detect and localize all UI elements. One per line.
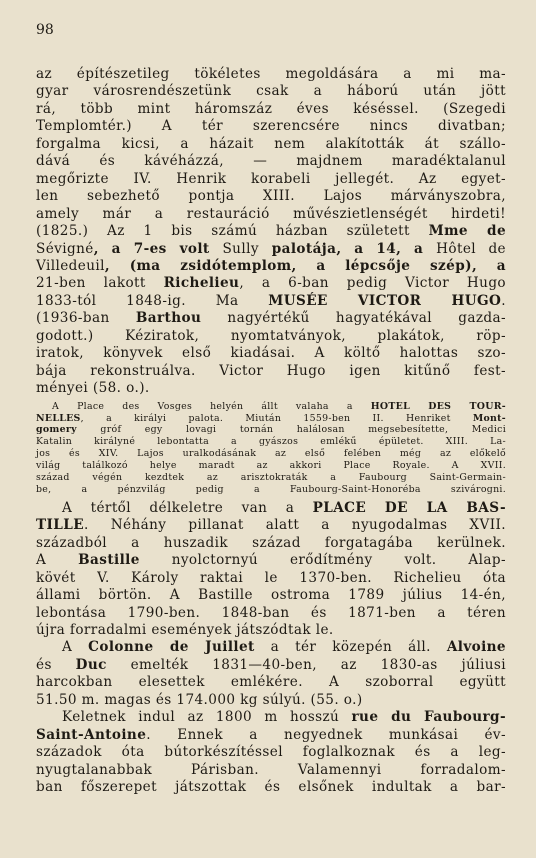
text-line: ban főszerepet játszottak és elsőnek indultak a bar-: [36, 779, 506, 796]
bold-term: TILLE: [36, 517, 84, 534]
text-line: kövét V. Károly raktai le 1370-ben. Richelieu óta: [36, 569, 506, 586]
bold-term: Colonne de Juillet: [88, 639, 255, 656]
text-line: megőrizte IV. Henrik korabeli jellegét. Az egyet-: [36, 170, 506, 187]
text-line: ményei (58. o.).: [36, 380, 150, 397]
text-line: világ találkozó helye maradt az akkori Place Royale. A XVII.: [36, 460, 506, 472]
text-line: állami börtön. A Bastille ostroma 1789 július 14-én,: [36, 587, 506, 604]
text-line: godott.) Kéziratok, nyomtatványok, plakátok, röp-: [36, 327, 506, 344]
bold-term: Bastille: [78, 552, 140, 569]
bold-term: palotája, a 14, a: [258, 240, 437, 257]
bold-term: Alvoine: [446, 639, 506, 656]
text-line: bája rekonstruálva. Victor Hugo igen kitűnő fest-: [36, 362, 506, 379]
text-line: gyar városrendészetünk csak a háború után jött: [36, 83, 506, 100]
text-line: A Place des Vosges helyén állt valaha a HOTEL DES TOUR-: [52, 400, 507, 412]
text-line: len sebezhető pontja XIII. Lajos márványszobra,: [36, 188, 506, 205]
bold-term: Duc: [75, 656, 107, 673]
text-line: 21-ben lakott Richelieu, a 6-ban pedig Victor Hugo: [36, 275, 507, 292]
text-line: újra forradalmi események játszódtak le.: [36, 622, 334, 639]
text-line: rá, több mint háromszáz éves késéssel. (Szegedi: [36, 100, 506, 117]
bold-term: HOTEL DES TOUR-: [370, 400, 507, 412]
bold-term: , (ma zsidótemplom, a lépcsője szép), a: [104, 257, 506, 274]
text-line: század végén kezdtek az arisztokraták a Faubourg Saint-Germain-: [36, 472, 506, 484]
text-line: (1825.) Az 1 bis számú házban született Mme de: [36, 223, 506, 240]
text-line: NELLES, a királyi palota. Miután 1559-ben II. Henriket Mont-: [36, 412, 506, 424]
text-line: Templomtér.) A tér szerencsére nincs divatban;: [36, 118, 506, 135]
bold-term: rue du Faubourg-: [351, 709, 507, 726]
bold-term: Saint-Antoine: [36, 726, 147, 743]
bold-term: Richelieu: [163, 275, 240, 292]
text-line: Keletnek indul az 1800 m hosszú rue du Faubourg-: [62, 709, 507, 726]
text-line: TILLE. Néhány pillanat alatt a nyugodalmas XVII.: [36, 517, 506, 534]
bold-term: PLACE DE LA BAS-: [312, 499, 506, 516]
text-line: századok óta bútorkészítéssel foglalkoznak és a leg-: [36, 744, 506, 761]
text-line: A tértől délkeletre van a PLACE DE LA BAS-: [62, 499, 506, 516]
bold-term: Barthou: [135, 310, 202, 327]
text-line: Katalin királyné lebontatta a gyászos emlékű épületet. XIII. La-: [36, 436, 506, 448]
text-line: 51.50 m. magas és 174.000 kg súlyú. (55. o.): [36, 691, 363, 708]
bold-term: gomery: [36, 424, 77, 436]
text-line: dává és kávéházzá, — majdnem maradéktalanul: [36, 153, 506, 170]
text-line: iratok, könyvek első kiadásai. A költő halottas szo-: [36, 345, 506, 362]
text-line: lebontása 1790-ben. 1848-ban és 1871-ben a téren: [36, 604, 506, 621]
bold-term: Mont-: [472, 412, 506, 424]
text-line: gomery gróf egy lovagi tornán halálosan megsebesítette, Medici: [36, 424, 506, 436]
text-block-faubourg: [36, 709, 506, 796]
text-line: 1833-tól 1848-ig. Ma MUSÉE VICTOR HUGO.: [36, 292, 506, 309]
text-line: és Duc emelték 1831—40-ben, az 1830-as júliusi: [36, 656, 507, 673]
text-line: Sévigné, a 7-es volt Sully palotája, a 14, a Hôtel de: [36, 240, 507, 257]
bold-term: MUSÉE VICTOR HUGO: [268, 292, 502, 309]
text-line: forgalma kicsi, a házait nem alakították át szállo-: [36, 135, 506, 152]
bold-term: , a 7-es volt: [93, 240, 223, 257]
text-block-colonne: [36, 639, 506, 709]
text-line: amely már a restauráció művészietlenségét hirdeti!: [36, 205, 506, 222]
text-line: be, a pénzvilág pedig a Faubourg-Saint-Honoréba szivárogni.: [36, 483, 506, 495]
text-line: századból a huszadik század forgatagába kerülnek.: [36, 534, 506, 551]
text-block-bastille: [36, 500, 506, 640]
footnote-block: [36, 401, 506, 496]
text-line: jos és XIV. Lajos uralkodásának az első felében még az előkelő: [36, 448, 506, 460]
text-line: (1936-ban Barthou nagyértékű hagyatékával gazda-: [36, 310, 507, 327]
text-line: Villedeuil, (ma zsidótemplom, a lépcsője szép), a: [36, 257, 506, 274]
text-line: harcokban elesettek emlékére. A szoborral együtt: [36, 674, 506, 691]
bold-term: NELLES: [36, 412, 81, 424]
text-line: A Bastille nyolctornyú erődítmény volt. Alap-: [36, 552, 506, 569]
bold-term: Mme de: [428, 223, 506, 240]
text-line: az építészetileg tökéletes megoldására a mi ma-: [36, 66, 506, 82]
text-line: nyugtalanabbak Párisban. Valamennyi forradalom-: [36, 761, 506, 778]
text-line: Saint-Antoine. Ennek a negyednek munkásai év-: [36, 726, 506, 743]
text-line: A Colonne de Juillet a tér közepén áll. Alvoine: [62, 639, 506, 656]
page-number: 98: [36, 22, 54, 38]
text-block-1: [36, 66, 506, 398]
